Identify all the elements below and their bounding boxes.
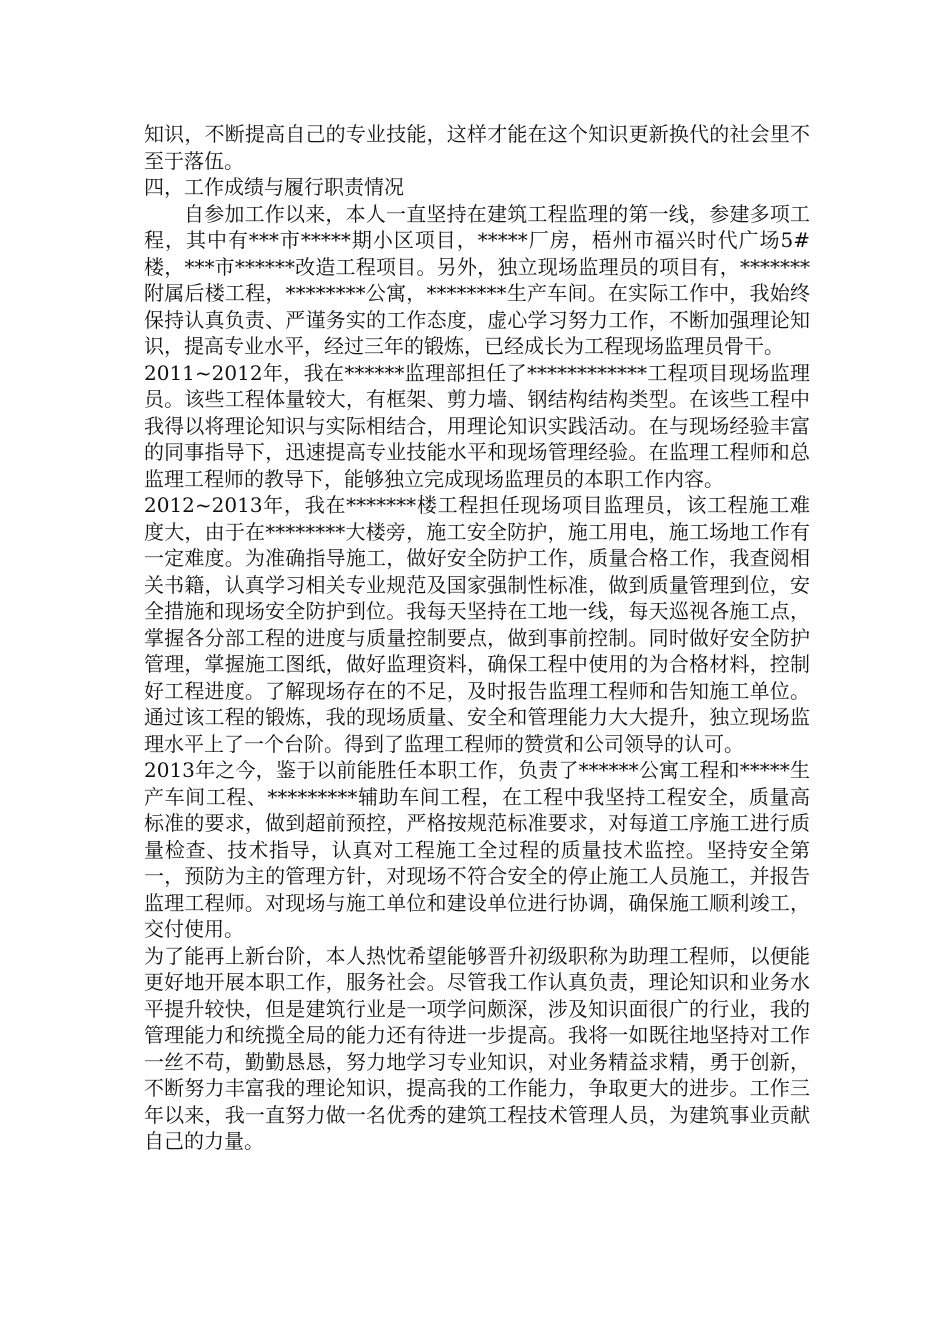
paragraph-conclusion: 为了能再上新台阶，本人热忱希望能够晋升初级职称为助理工程师，以便能更好地开展本职工作，服务社会。尽管我工作认真负责，理论知识和业务水平提升较快，但是建筑行业是一项学问颇深，涉及知识面很广的行业，我的管理能力和统揽全局的能力还有待进一步提高。我将一如既往地坚持对工作一丝不苟，勤勤恳恳，努力地学习专业知识，对业务精益求精，勇于创新，不断努力丰富我的理论知识，提高我的工作能力，争取更大的进步。工作三年以来，我一直努力做一名优秀的建筑工程技术管理人员，为建筑事业贡献自己的力量。 — [144, 943, 810, 1153]
paragraph-2013-present: 2013年之今，鉴于以前能胜任本职工作，负责了******公寓工程和*****生产车间工程、*********辅助车间工程，在工程中我坚持工程安全，质量高标准的要求，做到超前预控，严格按规范标准要求，对每道工序施工进行质量检查、技术指导，认真对工程施工全过程的质量技术监控。坚持安全第一，预防为主的管理方针，对现场不符合安全的停止施工人员施工，并报告监理工程师。对现场与施工单位和建设单位进行协调，确保施工顺利竣工，交付使用。 — [144, 758, 810, 941]
section-heading: 四，工作成绩与履行职责情况 — [144, 175, 404, 199]
paragraph-2012-2013: 2012~2013年，我在*******楼工程担任现场项目监理员，该工程施工难度大，由于在********大楼旁，施工安全防护，施工用电，施工场地工作有一定难度。为准确指导施工，做好安全防护工作，质量合格工作，我查阅相关书籍，认真学习相关专业规范及国家强制性标准，做到质量管理到位，安全措施和现场安全防护到位。我每天坚持在工地一线，每天巡视各施工点，掌握各分部工程的进度与质量控制要点，做到事前控制。同时做好安全防护管理，掌握施工图纸，做好监理资料，确保工程中使用的为合格材料，控制好工程进度。了解现场存在的不足，及时报告监理工程师和告知施工单位。通过该工程的锻炼，我的现场质量、安全和管理能力大大提升，独立现场监理水平上了一个台阶。得到了监理工程师的赞赏和公司领导的认可。 — [144, 493, 810, 756]
document-body — [144, 121, 810, 1155]
paragraph-continuation: 知识，不断提高自己的专业技能，这样才能在这个知识更新换代的社会里不至于落伍。 — [144, 122, 810, 173]
paragraph-work-overview: 自参加工作以来，本人一直坚持在建筑工程监理的第一线，参建多项工程，其中有***市*****期小区项目，*****厂房，梧州市福兴时代广场5#楼，***市******改造工程项目。另外，独立现场监理员的项目有，*******附属后楼工程，********公寓，********生产车间。在实际工作中，我始终保持认真负责、严谨务实的工作态度，虚心学习努力工作，不断加强理论知识，提高专业水平，经过三年的锻炼，已经成长为工程现场监理员骨干。 — [144, 201, 810, 358]
paragraph-2011-2012: 2011~2012年，我在******监理部担任了************工程项目现场监理员。该些工程体量较大，有框架、剪力墙、钢结构结构类型。在该些工程中我得以将理论知识与实际相结合，用理论知识实践活动。在与现场经验丰富的同事指导下，迅速提高专业技能水平和现场管理经验。在监理工程师和总监理工程师的教导下，能够独立完成现场监理员的本职工作内容。 — [144, 360, 810, 491]
